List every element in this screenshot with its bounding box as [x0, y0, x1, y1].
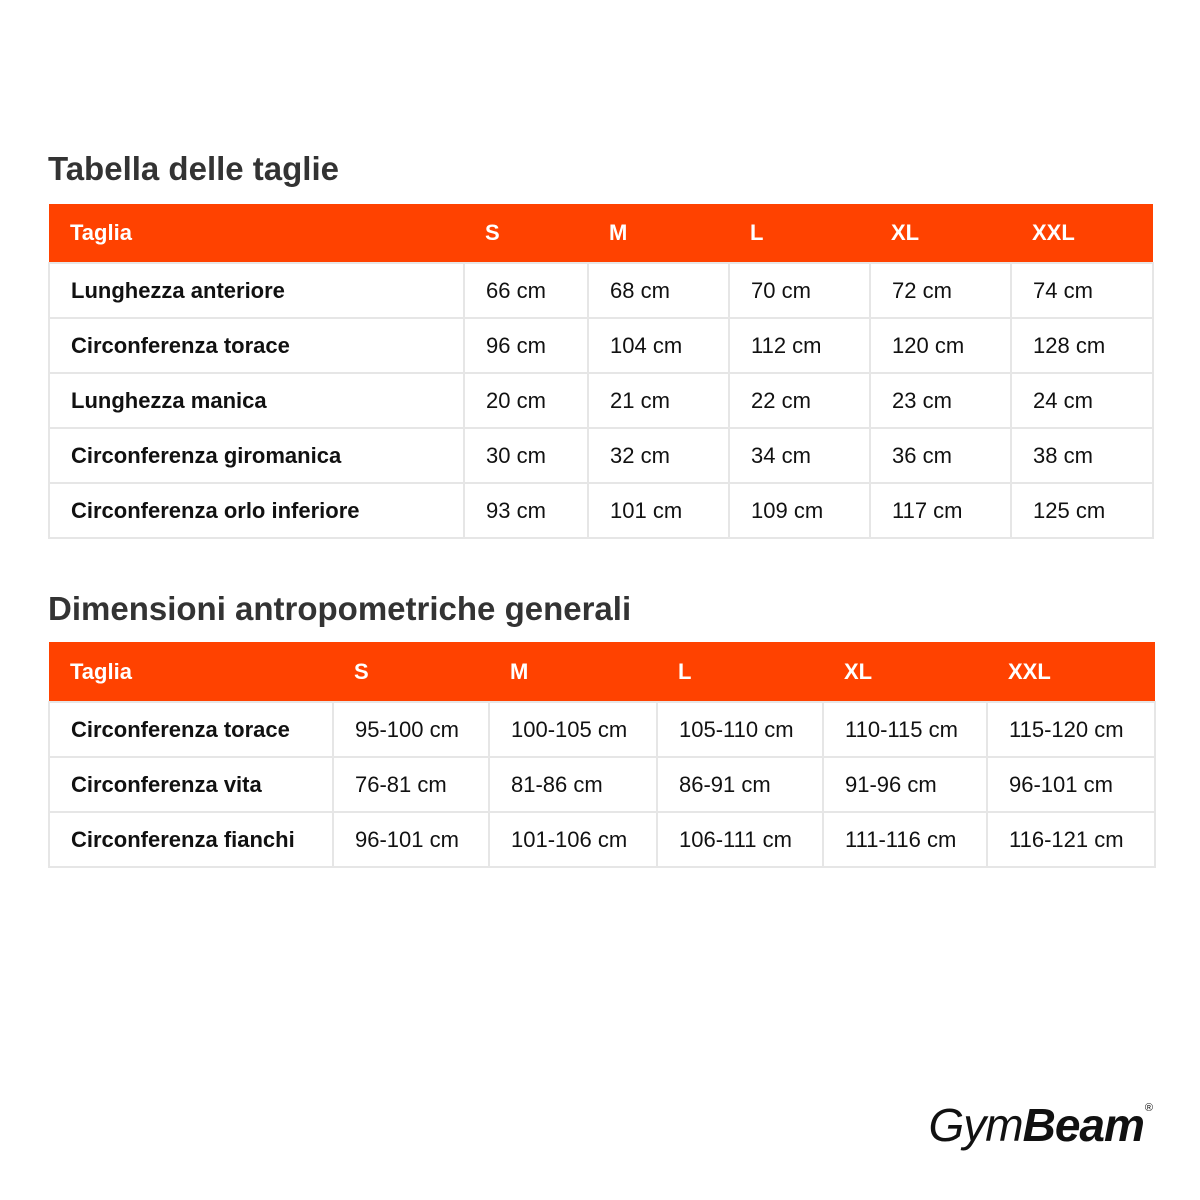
table-cell: 81-86 cm [489, 757, 657, 812]
table-cell: 120 cm [870, 318, 1011, 373]
table-cell: 109 cm [729, 483, 870, 538]
table-row [49, 318, 1153, 373]
table-cell: 70 cm [729, 263, 870, 318]
anthropometric-table [48, 642, 1156, 868]
logo-text-beam: Beam [1022, 1099, 1144, 1151]
table-cell: 128 cm [1011, 318, 1153, 373]
table-cell: 38 cm [1011, 428, 1153, 483]
gymbeam-logo [928, 1098, 1152, 1152]
table-row [49, 757, 1155, 812]
table-header-row [49, 204, 1153, 263]
size-table [48, 204, 1154, 539]
registered-mark: ® [1144, 1102, 1152, 1114]
table-cell: 86-91 cm [657, 757, 823, 812]
table-cell: 100-105 cm [489, 702, 657, 757]
table-cell: 24 cm [1011, 373, 1153, 428]
header-taglia: Taglia [49, 204, 464, 263]
table-cell: 101-106 cm [489, 812, 657, 867]
table-cell: 23 cm [870, 373, 1011, 428]
table-cell: 95-100 cm [333, 702, 489, 757]
table-cell: 72 cm [870, 263, 1011, 318]
table-row [49, 702, 1155, 757]
row-label: Circonferenza torace [49, 318, 464, 373]
table-row [49, 263, 1153, 318]
table-cell: 68 cm [588, 263, 729, 318]
table-cell: 96-101 cm [333, 812, 489, 867]
table-cell: 96-101 cm [987, 757, 1155, 812]
header-size-xxl: XXL [987, 642, 1155, 702]
table-cell: 110-115 cm [823, 702, 987, 757]
table-header-row [49, 642, 1155, 702]
table-cell: 106-111 cm [657, 812, 823, 867]
table-row [49, 812, 1155, 867]
header-size-m: M [489, 642, 657, 702]
table-cell: 116-121 cm [987, 812, 1155, 867]
table-row [49, 373, 1153, 428]
table-cell: 96 cm [464, 318, 588, 373]
table-cell: 74 cm [1011, 263, 1153, 318]
row-label: Circonferenza fianchi [49, 812, 333, 867]
table-cell: 21 cm [588, 373, 729, 428]
row-label: Circonferenza giromanica [49, 428, 464, 483]
table-cell: 93 cm [464, 483, 588, 538]
header-size-l: L [729, 204, 870, 263]
table-cell: 101 cm [588, 483, 729, 538]
row-label: Lunghezza anteriore [49, 263, 464, 318]
table-cell: 36 cm [870, 428, 1011, 483]
header-size-m: M [588, 204, 729, 263]
table-cell: 105-110 cm [657, 702, 823, 757]
table-cell: 30 cm [464, 428, 588, 483]
header-size-xl: XL [823, 642, 987, 702]
table-cell: 22 cm [729, 373, 870, 428]
header-size-xxl: XXL [1011, 204, 1153, 263]
table-cell: 34 cm [729, 428, 870, 483]
anthropometric-table-title: Dimensioni antropometriche generali [48, 590, 632, 627]
table-cell: 117 cm [870, 483, 1011, 538]
header-size-s: S [464, 204, 588, 263]
table-row [49, 483, 1153, 538]
logo-text-gym: Gym [928, 1099, 1023, 1151]
row-label: Circonferenza orlo inferiore [49, 483, 464, 538]
table-cell: 111-116 cm [823, 812, 987, 867]
size-table-title: Tabella delle taglie [48, 150, 339, 187]
table-cell: 115-120 cm [987, 702, 1155, 757]
row-label: Circonferenza vita [49, 757, 333, 812]
table-cell: 76-81 cm [333, 757, 489, 812]
table-cell: 112 cm [729, 318, 870, 373]
table-cell: 20 cm [464, 373, 588, 428]
table-cell: 91-96 cm [823, 757, 987, 812]
header-taglia: Taglia [49, 642, 333, 702]
table-cell: 125 cm [1011, 483, 1153, 538]
header-size-s: S [333, 642, 489, 702]
table-cell: 104 cm [588, 318, 729, 373]
row-label: Lunghezza manica [49, 373, 464, 428]
table-cell: 32 cm [588, 428, 729, 483]
table-row [49, 428, 1153, 483]
table-cell: 66 cm [464, 263, 588, 318]
row-label: Circonferenza torace [49, 702, 333, 757]
header-size-xl: XL [870, 204, 1011, 263]
header-size-l: L [657, 642, 823, 702]
